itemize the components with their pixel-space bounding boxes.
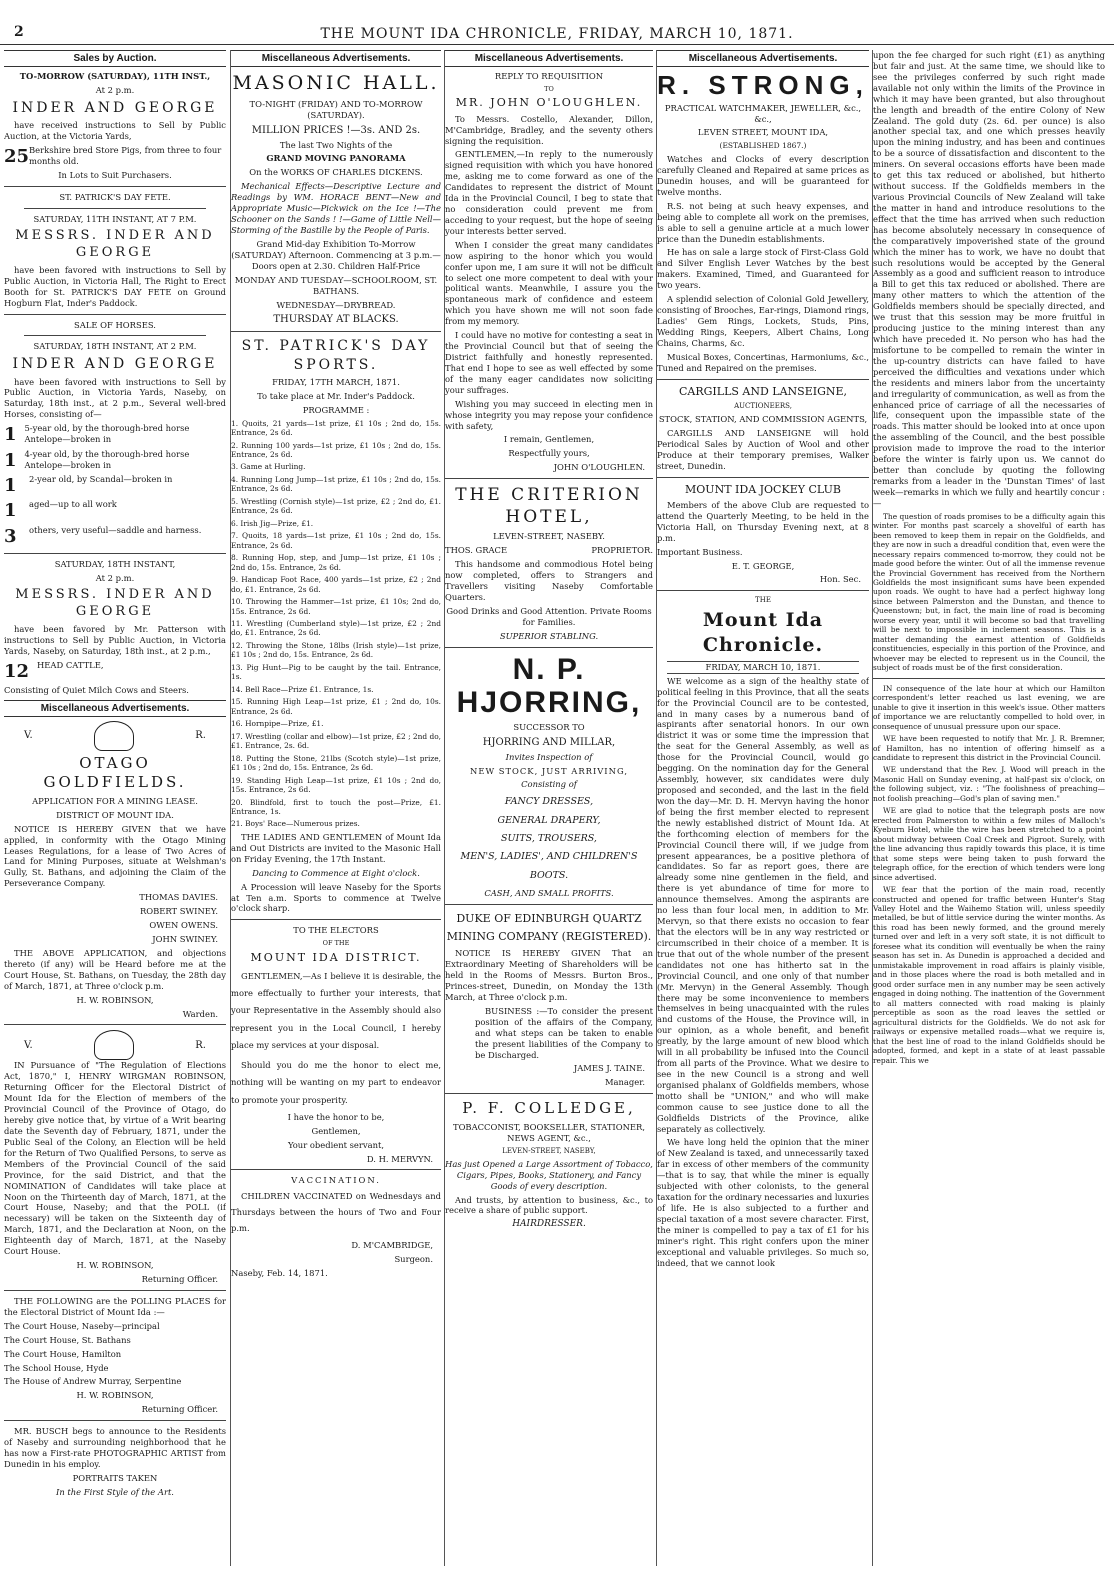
lot-description: HEAD CATTLE, xyxy=(37,659,104,670)
ad-heading: VACCINATION. xyxy=(291,1175,381,1186)
ad-heading: ST. PATRICK'S DAY FETE. xyxy=(59,192,171,203)
ad-body: A splendid selection of Colonial Gold Jewellery, consisting of Brooches, Ear-rings, Diamond rings, Ladies' Gem Rings, Lockets, Studs, Pins, Wedding Rings, Keepers, Albert Chains, Long Chains, Charms, &c. xyxy=(657,294,869,348)
ad-body: Should you do me the honor to elect me, nothing will be wanting on my part to endeavor to promote your prosperity. xyxy=(231,1060,441,1105)
lot-description: others, very useful—saddle and harness. xyxy=(29,524,202,535)
ad-text: HAIRDRESSER. xyxy=(512,1219,586,1230)
ad-text: Your obedient servant, xyxy=(287,1139,385,1150)
ad-established: (ESTABLISHED 1867.) xyxy=(719,141,807,151)
column-editorial xyxy=(872,50,1105,1566)
ad-tail: Consisting of Quiet Milch Cows and Steers. xyxy=(4,684,189,695)
list-item: 3. Game at Hurling. xyxy=(231,462,306,472)
signature-role: Surgeon. xyxy=(394,1254,433,1265)
ad-district: DISTRICT OF MOUNT IDA. xyxy=(56,809,174,820)
ad-body: When I consider the great many candidates now aspiring to the honor which you would confer upon me, I am sure it will not be difficult to select one more competent to deal with your political wants. Meanwhile, I assure you the spontaneous mark of confidence and esteem which you have shown me will not soon fade from my memory. xyxy=(445,239,653,327)
ad-body: And trusts, by attention to business, &c., to receive a share of public support. xyxy=(445,1194,653,1216)
ad-heading: DUKE OF EDINBURGH QUARTZ MINING COMPANY (REGISTERED). xyxy=(446,912,652,943)
crest-icon xyxy=(94,721,134,751)
column-misc-ads-4 xyxy=(656,50,869,1566)
ad-heading: MASONIC HALL. xyxy=(232,72,440,94)
ad-date: FRIDAY, 17TH MARCH, 1871. xyxy=(272,376,400,387)
ad-text: Good Drinks and Good Attention. Private Rooms for Families. xyxy=(446,605,652,627)
news-note: WE understand that the Rev. J. Wood will preach in the Masonic Hall on Sunday evening, at half-past six o'clock, on the following subject, viz. : "The foolishness of preaching—not foolish preaching—God's plan of saving men." xyxy=(873,765,1105,803)
ad-heading: R. STRONG, xyxy=(657,70,869,100)
ad-text: CASH, AND SMALL PROFITS. xyxy=(484,888,614,899)
signature: D. H. MERVYN. xyxy=(366,1153,433,1164)
applicant-name: JOHN SWINEY. xyxy=(152,934,218,945)
list-item: GENERAL DRAPERY, xyxy=(497,814,601,826)
ad-subheading: STOCK, STATION, AND COMMISSION AGENTS, xyxy=(658,414,868,425)
masthead: THE MOUNT IDA CHRONICLE, FRIDAY, MARCH 10, 1871. xyxy=(320,26,794,42)
royal-cipher xyxy=(4,1030,226,1060)
ad-text: I remain, Gentlemen, xyxy=(503,434,595,445)
ad-body: CARGILLS AND LANSEIGNE will hold Periodical Sales by Auction of Wool and other Produce at their temporary premises, Walker street, Dunedin. xyxy=(657,427,869,471)
horse-lot xyxy=(4,499,226,522)
ad-subheading: APPLICATION FOR A MINING LEASE. xyxy=(32,795,198,806)
proprietor-role: PROPRIETOR. xyxy=(591,545,653,556)
ad-body: R.S. not being at such heavy expenses, and being able to complete all work on the premises, is able to sell a genuine article at a much lower price than the Dunedin establishments. xyxy=(657,200,869,244)
auctioneer-name: MESSRS. INDER AND GEORGE xyxy=(15,228,215,260)
ad-text: TO xyxy=(544,84,554,93)
applicant-name: ROBERT SWINEY. xyxy=(139,906,218,917)
ad-body: A Procession will leave Naseby for the Sports at Ten a.m. Sports to commence at Twelve o'clock sharp. xyxy=(231,881,441,914)
column-title: Miscellaneous Advertisements. xyxy=(231,50,441,67)
ad-heading: P. F. COLLEDGE, xyxy=(462,1099,636,1118)
lot-description: 2-year old, by Scandal—broken in xyxy=(29,474,173,484)
cipher-r: R. xyxy=(195,1039,206,1051)
ad-firm: HJORRING AND MILLAR, xyxy=(482,736,616,748)
ad-heading: N. P. HJORRING, xyxy=(456,652,642,719)
lot-count: 1 xyxy=(4,449,17,471)
ad-address: To Messrs. Costello, Alexander, Dillon, M'Cambridge, Bradley, and the seventy others signing the requisition. xyxy=(445,113,653,146)
list-item: MEN'S, LADIES', AND CHILDREN'S xyxy=(460,851,638,863)
ad-text: SUPERIOR STABLING. xyxy=(499,630,599,641)
ad-text: I have the honor to be, xyxy=(287,1111,385,1122)
signature-role: Manager. xyxy=(604,1077,645,1088)
lot-count: 25 xyxy=(4,145,30,167)
list-item: 16. Hornpipe—Prize, £1. xyxy=(231,719,324,729)
ad-show: GRAND MOVING PANORAMA xyxy=(266,153,406,164)
lot-count: 1 xyxy=(4,500,17,522)
lot-description: 5-year old, by the thorough-bred horse Antelope—broken in xyxy=(24,423,190,445)
column-title: Sales by Auction. xyxy=(4,50,226,67)
ad-text: NEW STOCK, JUST ARRIVING, xyxy=(470,765,628,776)
news-note: IN consequence of the late hour at which our Hamilton correspondent's letter reached us last evening, we are unable to give it insertion in this week's issue. Other matters of importance we are reluctantly compelled to hold over, in consequence of unusual pressure upon our space. xyxy=(873,683,1105,731)
list-item: 14. Bell Race—Prize £1. Entrance, 1s. xyxy=(231,684,374,694)
ad-heading: MOUNT IDA JOCKEY CLUB xyxy=(685,482,841,496)
list-item: FANCY DRESSES, xyxy=(504,796,594,808)
list-item: 5. Wrestling (Cornish style)—1st prize, £2 ; 2nd do, £1. Entrance, 2s 6d. xyxy=(231,496,441,516)
ad-body: Mechanical Effects—Descriptive Lecture and Readings by WM. HORACE BENT—New and Appropriate Music—Pickwick on the Ice !—The Schooner on the Sands ! !—Game of Little Nell—Storming of the Bastille by the People of Paris. xyxy=(231,181,441,235)
column-sales-by-auction xyxy=(4,50,226,1566)
ad-prices: MILLION PRICES !—3s. AND 2s. xyxy=(251,124,421,136)
ad-text: Dancing to Commence at Eight o'clock. xyxy=(252,867,420,878)
signature-role: Warden. xyxy=(182,1008,218,1019)
article-paragraph: WE welcome as a sign of the healthy state of political feeling in this Province, that all the seats for the Provincial Council are to be contested, and in many cases by a numerous band of aspirants after senatorial honors. In our own district it was or some time the impression that the seat for the General Assembly, as well as those for the Provincial Council, would go begging. On the nomination day for the General Assembly, however, six candidates were duly proposed and seconded, and the last in the field won the day—Mr. D. H. Mervyn having the honor of being the first member elected to represent the newly established district of Mount Ida. At the forthcoming election of members for the Provincial Council there will, if we judge from present appearances, be a positive plethora of candidates. So far as report goes, there are already some nine gentlemen in the field, and there is yet abundance of time for more to announce themselves. Among the aspirants are no less than four local men, in addition to Mr. Mervyn, so that there exists no occasion to fear that the electors will be in any way restricted or circumscribed in their choice of a member. It is true that out of the whole number of the present candidates not one has hitherto sat in the Provincial Council, and one only of that number (Mr. Mervyn) in the General Assembly. Though there may be some inconvenience to members themselves in being unacquainted with the rules and customs of the House, the Province will, in our opinion, as a whole benefit, and benefit greatly, by the large amount of new blood which will in all probability be infused into the Council from all parts of the Province. What we desire to see in the new Council is a strong and well organised phalanx of Goldfields members, whose motto shall be "UNION," and who will make common cause to see justice done to all the Goldfields Districts of the Province, alike separately as collectively. xyxy=(657,675,869,1134)
ad-text: Important Business. xyxy=(657,546,743,557)
ad-heading: THE CRITERION HOTEL, xyxy=(455,485,643,528)
auctioneer-name: MESSRS. INDER AND GEORGE xyxy=(15,587,215,619)
column-title: Miscellaneous Advertisements. xyxy=(445,50,653,67)
list-item: 1. Quoits, 21 yards—1st prize, £1 10s ; 2nd do, 15s. Entrance, 2s 6d. xyxy=(231,418,441,438)
ad-body: Grand Mid-day Exhibition To-Morrow (SATURDAY) Afternoon. Commencing at 3 p.m.—Doors open at 2.30. Children Half-Price xyxy=(231,238,441,271)
ad-heading: REPLY TO REQUISITION xyxy=(494,71,604,81)
ad-body: NOTICE IS HEREBY GIVEN That an Extraordinary Meeting of Shareholders will be held in the Rooms of Messrs. Burton Bros., Princes-street, Dunedin, on Monday the 13th March, at Three o'clock p.m. xyxy=(445,948,653,1002)
ad-body: have been favored with instructions to Sell by Public Auction, in Victoria Yards, Naseby, on Saturday, 18th inst., at 2 p.m., Several well-bred Horses, consisting of— xyxy=(4,376,226,420)
proprietor-name: THOS. GRACE xyxy=(445,545,508,556)
ad-body: NOTICE IS HEREBY GIVEN that we have applied, in conformity with the Otago Mining Leases Regulations, for a lease of Two Acres of Land for Mining Purposes, situate at Welshman's Gully, St. Bathans, and adjoining the Claim of the Perseverance Company. xyxy=(4,823,226,889)
ad-date: Naseby, Feb. 14, 1871. xyxy=(231,1268,328,1279)
list-item: 8. Running Hop, step, and Jump—1st prize, £1 10s ; 2nd do, 15s. Entrance, 2s 6d. xyxy=(231,553,441,572)
lot-count: 12 xyxy=(4,660,30,682)
ad-heading: OTAGO GOLDFIELDS. xyxy=(43,753,187,792)
column-title: Miscellaneous Advertisements. xyxy=(657,50,869,67)
ad-business: BUSINESS :—To consider the present position of the affairs of the Company, and what steps can be taken to enable the present liabilities of the Company to be Discharged. xyxy=(475,1005,653,1060)
ad-body: THE ABOVE APPLICATION, and objections thereto (if any) will be Heard before me at the Court House, St. Bathans, on Tuesday, the 28th day of March, 1871, at Three o'clock p.m. xyxy=(4,947,226,991)
ad-heading: PORTRAITS TAKEN xyxy=(72,1472,158,1483)
ad-text: THURSDAY AT BLACKS. xyxy=(273,314,399,326)
ad-body: MR. BUSCH begs to announce to the Residents of Naseby and surrounding neighborhood that he has now a First-rate PHOTOGRAPHIC ARTIST from Dunedin in his employ. xyxy=(4,1426,226,1469)
lot-count: 1 xyxy=(4,424,17,446)
page-header xyxy=(0,14,1114,45)
ad-text: Consisting of xyxy=(521,779,577,790)
signature: D. M'CAMBRIDGE, xyxy=(351,1240,433,1251)
ad-street: LEVEN STREET, MOUNT IDA, xyxy=(697,127,829,138)
event-list xyxy=(231,419,441,829)
lot-line xyxy=(4,145,226,168)
ad-body: THE LADIES AND GENTLEMEN of Mount Ida and Out Districts are invited to the Masonic Hall on Friday Evening, the 17th Instant. xyxy=(231,831,441,864)
signature-role: Returning Officer. xyxy=(141,1273,218,1284)
applicant-name: THOMAS DAVIES. xyxy=(139,892,218,903)
ad-subheading: TO-NIGHT (FRIDAY) AND TO-MORROW (SATURDAY). xyxy=(249,98,423,120)
quoted-passage: The question of roads promises to be a difficulty again this winter. For months past scarcely a shovelful of earth has been removed to keep them in repair on the Goldfields, and they are now in such a dreadful condition that, even were the necessary repairs commenced to-morrow, they could not be made good before the winter. Out of all the immense revenue the Provincial Government has received from the Northern Goldfields the most insignificant sums have been expended upon roads. We ought to have had a perfect highway long since between Palmerston and the Dunstan, and thence to Queenstown; but, in fact, the main line of road is becoming worse every year, until it will become so bad that travelling will be next to impossible in inclement seasons. This is a matter demanding the earnest attention of Goldfields constituencies, especially in this portion of the Province, and whoever may be elected to represent us in the Council, the subject of roads must be of the first consideration. xyxy=(873,511,1105,673)
lot-count: 1 xyxy=(4,475,17,496)
signature: JAMES J. TAINE. xyxy=(573,1063,645,1074)
list-item: 15. Running High Leap—1st prize, £1 ; 2nd do, 10s. Entrance, 2s 6d. xyxy=(231,697,441,716)
horse-lot xyxy=(4,423,226,446)
lot-description: aged—up to all work xyxy=(29,499,117,510)
list-item: 21. Boys' Race—Numerous prizes. xyxy=(231,819,360,829)
cipher-v: V. xyxy=(24,730,33,742)
ad-body: Members of the above Club are requested to attend the Quarterly Meeting, to be held in the Victoria Hall, on Thursday Evening next, at 8 p.m. xyxy=(657,499,869,543)
list-item: 12. Throwing the Stone, 18lbs (Irish style)—1st prize, £1 10s ; 2nd do, 15s. Entrance, 2s 6d. xyxy=(231,640,441,660)
horse-lot xyxy=(4,449,226,472)
list-item: 17. Wrestling (collar and elbow)—1st prize, £2 ; 2nd do, £1. Entrance, 2s. 6d. xyxy=(231,731,441,751)
cipher-v: V. xyxy=(24,1039,33,1051)
signature: E. T. GEORGE, xyxy=(731,560,795,571)
signature: H. W. ROBINSON, xyxy=(76,994,154,1005)
lot-count: 3 xyxy=(4,525,17,547)
ad-name: MR. JOHN O'LOUGHLEN. xyxy=(455,96,643,110)
cipher-r: R. xyxy=(195,730,206,742)
article-paragraph: We have long held the opinion that the miner of New Zealand is taxed, and unnecessarily taxed far in excess of other members of the community—that is to say, that while the miner is equally subjected with other colonists, to the general taxation for the ordinary necessaries and luxuries of life. He is also subjected to a further and special taxation of a most severe character. First, the miner is compelled to pay a tax of £1 for his miner's right. This right confers upon the miner exceptional and valuable privileges. So much so, indeed, that we cannot look xyxy=(657,1137,869,1268)
ad-body: GENTLEMEN,—In reply to the numerously signed requisition with which you have honored me, asking me to come forward as one of the Candidates to represent the district of Mount Ida in the Provincial Council, I beg to state that no consideration could prevent me from acceding to your request, but the hope of seeing your interests better served. xyxy=(445,149,653,236)
ad-street: LEVEN-STREET, NASEBY. xyxy=(493,531,605,542)
article-paragraph: upon the fee charged for such right (£1) as anything but fair and just. At the same time, we should like to see the privileges conferred by such right made available not only within the limits of the Province in which it may have been granted, but also throughout the length and breadth of the entire Colony of New Zealand. The gold duty (2s. 6d. per ounce) is also another special tax, and one which presses heavily upon the mining industry, and has been and continues to be a source of dissatisfaction and discontent to the miners. On several occasions efforts have been made to get this tax reduced or abolished, but hitherto without success. If the Goldfields members in the various Provincial Councils of New Zealand will take the matter in hand and introduce resolutions to the effect that the time has arrived when such reduction has become absolutely necessary in consequence of the comparatively impoverished state of the ground which the miner has to work, we have no doubt that such resolutions would be accepted by the General Assembly as a good and sufficient reason to introduce a Bill to get this tax reduced or abolished. There are many other matters to which the attention of the Goldfields members should be specially directed, and we trust that this session may be more fruitful in producing justice to the mining interest than any which have preceded it. No person who has had the misfortune to be compelled to remain the winter in the up-country districts can have failed to have perceived the difficulties and vexations under which the residents and miners labor from the uncertainty and irregularity of communication, as well as from the enhanced price of carriage of all the necessaries of life, consequent upon the impassible state of the roads. This matter should be looked into at once upon the assembling of the Council, and the best possible provision made to improve the road to the interior before the winter is fairly upon us. We cannot do better than conclude by quoting the following remarks from a leader in the 'Dunstan Times' of last week—remarks in which we fully and heartily concur :— xyxy=(873,50,1105,508)
polling-place: The School House, Hyde xyxy=(4,1362,109,1373)
list-item: 20. Blindfold, first to touch the post—Prize, £1. Entrance, 1s. xyxy=(231,797,441,816)
ad-heading: TO THE ELECTORS xyxy=(293,925,379,936)
polling-place: The Court House, Hamilton xyxy=(4,1348,122,1359)
lot-description: 4-year old, by the thorough-bred horse Antelope—broken in xyxy=(24,448,190,470)
ad-text: SUCCESSOR TO xyxy=(513,721,585,732)
ad-body: GENTLEMEN,—As I believe it is desirable, the more effectually to further your interests, that your Representative in the Assembly should also represent you in the Local Council, I hereby place my services at your disposal. xyxy=(231,971,441,1050)
ad-text: MONDAY AND TUESDAY—SCHOOLROOM, ST. BATHANS. xyxy=(234,274,438,296)
column-misc-ads-3 xyxy=(444,50,653,1566)
list-item: 10. Throwing the Hammer—1st prize, £1 10s; 2nd do, 15s. Entrance, 2s 6d. xyxy=(231,597,441,616)
ad-lots: In Lots to Suit Purchasers. xyxy=(58,170,172,181)
news-note: WE have been requested to notify that Mr. J. R. Bremner, of Hamilton, has no intention of offering himself as a candidate to represent this district in the Provincial Council. xyxy=(873,734,1105,762)
ad-subheading: PRACTICAL WATCHMAKER, JEWELLER, &c., &c., xyxy=(664,102,862,124)
ad-body: Musical Boxes, Concertinas, Harmoniums, &c., Tuned and Repaired on the premises. xyxy=(657,351,869,373)
signature: JOHN O'LOUGHLEN. xyxy=(553,462,645,473)
ad-date: TO-MORROW (SATURDAY), 11TH INST., xyxy=(19,71,211,81)
ad-date: SATURDAY, 18TH INSTANT, AT 2 P.M. xyxy=(33,341,197,352)
auctioneer-name: INDER AND GEORGE xyxy=(12,99,218,116)
column-misc-ads-2 xyxy=(230,50,441,1566)
ad-tail: In the First Style of the Art. xyxy=(56,1486,174,1497)
ad-time: At 2 p.m. xyxy=(95,573,135,584)
horse-lot xyxy=(4,474,226,497)
ad-text: On the WORKS OF CHARLES DICKENS. xyxy=(249,167,423,178)
list-item: 11. Wrestling (Cumberland style)—1st prize, £2 ; 2nd do, £1. Entrance, 2s 6d. xyxy=(231,619,441,638)
ad-time: At 2 p.m. xyxy=(95,84,135,95)
list-item: 2. Running 100 yards—1st prize, £1 10s ; 2nd do, 15s. Entrance, 2s 6d. xyxy=(231,440,441,459)
list-item: 6. Irish Jig—Prize, £1. xyxy=(231,518,314,528)
ad-subheading: TOBACCONIST, BOOKSELLER, STATIONER, NEWS AGENT, &c., xyxy=(452,1121,646,1143)
ad-date: SATURDAY, 18TH INSTANT, xyxy=(54,559,176,570)
proprietor-line xyxy=(445,545,653,556)
ad-heading: SALE OF HORSES. xyxy=(74,319,156,330)
signature-role: Returning Officer. xyxy=(141,1404,218,1415)
ad-text: Invites Inspection of xyxy=(505,751,593,762)
ad-body: have been favored by Mr. Patterson with instructions to Sell by Public Auction, in Victoria Yards, Naseby, on Saturday, 18th inst., at 2 p.m., xyxy=(4,623,226,656)
list-item: BOOTS. xyxy=(529,869,569,881)
ad-body: have been favored with instructions to Sell by Public Auction, in Victoria Hall, The Right to Erect Booth for St. PATRICK'S DAY FETE on Ground Hogburn Flat, Inder's Paddock. xyxy=(4,264,226,308)
list-item: 18. Putting the Stone, 21lbs (Scotch style)—1st prize, £1 10s ; 2nd do, 15s. Entrance, 2s 6d. xyxy=(231,753,441,773)
ad-text: OF THE xyxy=(322,939,350,948)
signature: H. W. ROBINSON, xyxy=(76,1390,154,1401)
list-item: 7. Quoits, 18 yards—1st prize, £1 10s ; 2nd do, 15s. Entrance, 2s 6d. xyxy=(231,531,441,550)
ad-body: He has on sale a large stock of First-Class Gold and Silver English Lever Watches by the best makers. Examined, Timed, and Guaranteed for two years. xyxy=(657,247,869,291)
applicant-name: OWEN OWENS. xyxy=(149,920,218,931)
ad-body: Wishing you may succeed in electing men in whose integrity you may repose your confidence with safety, xyxy=(445,398,653,431)
ad-district: MOUNT IDA DISTRICT. xyxy=(250,950,422,964)
auctioneer-name: INDER AND GEORGE xyxy=(12,356,218,373)
news-note: WE are glad to notice that the telegraph posts are now erected from Palmerston to within a few miles of Malloch's Kyeburn Hotel, while the wire has been stretched to a point about midway between Coal Creek and Pigroot. Surely, with the line advancing thus rapidly towards this place, it is time that some steps were being taken to push forward the telegraph office, for the erection of which tenders were long since advertised. xyxy=(873,806,1105,882)
ad-text: WEDNESDAY—DRYBREAD. xyxy=(276,299,396,310)
horse-lot xyxy=(4,525,226,548)
polling-place: The House of Andrew Murray, Serpentine xyxy=(4,1376,182,1387)
programme-label: PROGRAMME : xyxy=(302,404,370,415)
ad-body: This handsome and commodious Hotel being now completed, offers to Strangers and Travellers visiting Naseby Comfortable Quarters. xyxy=(445,559,653,603)
ad-text: The last Two Nights of the xyxy=(279,139,393,150)
royal-cipher xyxy=(4,721,226,751)
ad-heading: ST. PATRICK'S DAY SPORTS. xyxy=(241,338,431,373)
ad-street: LEVEN-STREET, NASEBY, xyxy=(502,1146,596,1155)
page-number: 2 xyxy=(14,24,24,40)
crest-icon xyxy=(94,1030,134,1060)
ad-text: Gentlemen, xyxy=(311,1125,361,1136)
section-title: Miscellaneous Advertisements. xyxy=(4,700,226,717)
ad-body: CHILDREN VACCINATED on Wednesdays and Thursdays between the hours of Two and Four p.m. xyxy=(231,1191,441,1234)
list-item: 4. Running Long Jump—1st prize, £1 10s ; 2nd do, 15s. Entrance, 2s 6d. xyxy=(231,474,441,494)
ad-body: Watches and Clocks of every description carefully Cleaned and Repaired at same prices as Dunedin houses, and will be guaranteed for twelve months. xyxy=(657,154,869,197)
ad-body: I could have no motive for contesting a seat in the Provincial Council but that of seeing the District faithfully and honestly represented. That end I hope to see as well effected by some of the many eager candidates now soliciting your suffrages. xyxy=(445,330,653,395)
signature-role: Hon. Sec. xyxy=(819,574,861,585)
paper-the: THE xyxy=(755,596,771,605)
ad-date: SATURDAY, 11TH INSTANT, AT 7 P.M. xyxy=(33,214,197,225)
signature: H. W. ROBINSON, xyxy=(76,1260,154,1271)
lot-line xyxy=(4,660,226,683)
ad-heading: CARGILLS AND LANSEIGNE, xyxy=(678,384,848,398)
lot-description: Berkshire bred Store Pigs, from three to four months old. xyxy=(29,144,222,166)
polling-place: The Court House, St. Bathans xyxy=(4,1334,131,1345)
news-note: WE fear that the portion of the main road, recently constructed and opened for traffic between Hunter's Stag Valley Hotel and the Waihemo Station will, unless speedily metalled, be but of little service during the winter months. As this road has been newly formed, and the ground merely turned over and left in a very soft state, it is not difficult to foresee what its condition will eventually be when the rainy season has set in. As Dunedin is approached a decided and unmistakable improvement in road affairs is plainly visible, and in those places where the road is both metalled and in good order surface men in any number may be seen actively engaged in doing nothing. The inattention of the Government to all matters connected with road making is plainly perceptible as soon as the road leaves the settled or agricultural districts for the Goldfields. We do not ask for railways or expensive metalled roads—what we require is, that the best line of road to the inland Goldfields should be adopted, formed, and kept in a state of at least passable repair. This we xyxy=(873,885,1105,1065)
list-item: 13. Pig Hunt—Pig to be caught by the tail. Entrance, 1s. xyxy=(231,662,441,682)
ad-place: To take place at Mr. Inder's Paddock. xyxy=(257,390,415,401)
ad-body: have received instructions to Sell by Public Auction, at the Victoria Yards, xyxy=(4,120,226,141)
ad-text: Respectfully yours, xyxy=(508,448,590,459)
list-item: SUITS, TROUSERS, xyxy=(501,833,597,845)
ad-body: THE FOLLOWING are the POLLING PLACES for the Electoral District of Mount Ida :— xyxy=(4,1295,226,1317)
ad-body: Has just Opened a Large Assortment of Tobacco, Cigars, Pipes, Books, Stationery, and Fancy Goods of every description. xyxy=(445,1158,653,1191)
paper-title: Mount Ida Chronicle. xyxy=(702,609,824,657)
list-item: 19. Standing High Leap—1st prize, £1 10s ; 2nd do, 15s. Entrance, 2s 6d. xyxy=(231,775,441,795)
ad-text: AUCTIONEERS, xyxy=(734,401,792,410)
ad-body: IN Pursuance of "The Regulation of Elections Act, 1870," I, HENRY WIRGMAN ROBINSON, Returning Officer for the Electoral District of Mount Ida for the Election of members of the Provincial Council of the Province of Otago, do hereby give notice that, by virtue of a Writ bearing date the Seventh day of February, 1871, under the Public Seal of the Colony, an Election will be held for the Return of Two Qualified Persons, to serve as Members of the Provincial Council of the said Province, for the said District, and that the NOMINATION of Candidates will take place at Noon on the Thirteenth day of March, 1871, at the Court House, Naseby; and that the POLL (if necessary) will be taken on the Sixteenth day of March, 1871, and the Declaration at Noon, on the Eighteenth day of March, 1871, at the Naseby Court House. xyxy=(4,1060,226,1257)
polling-place: The Court House, Naseby—principal xyxy=(4,1320,160,1331)
list-item: 9. Handicap Foot Race, 400 yards—1st prize, £2 ; 2nd do, £1. Entrance, 2s 6d. xyxy=(231,575,441,594)
issue-date: FRIDAY, MARCH 10, 1871. xyxy=(667,661,859,674)
